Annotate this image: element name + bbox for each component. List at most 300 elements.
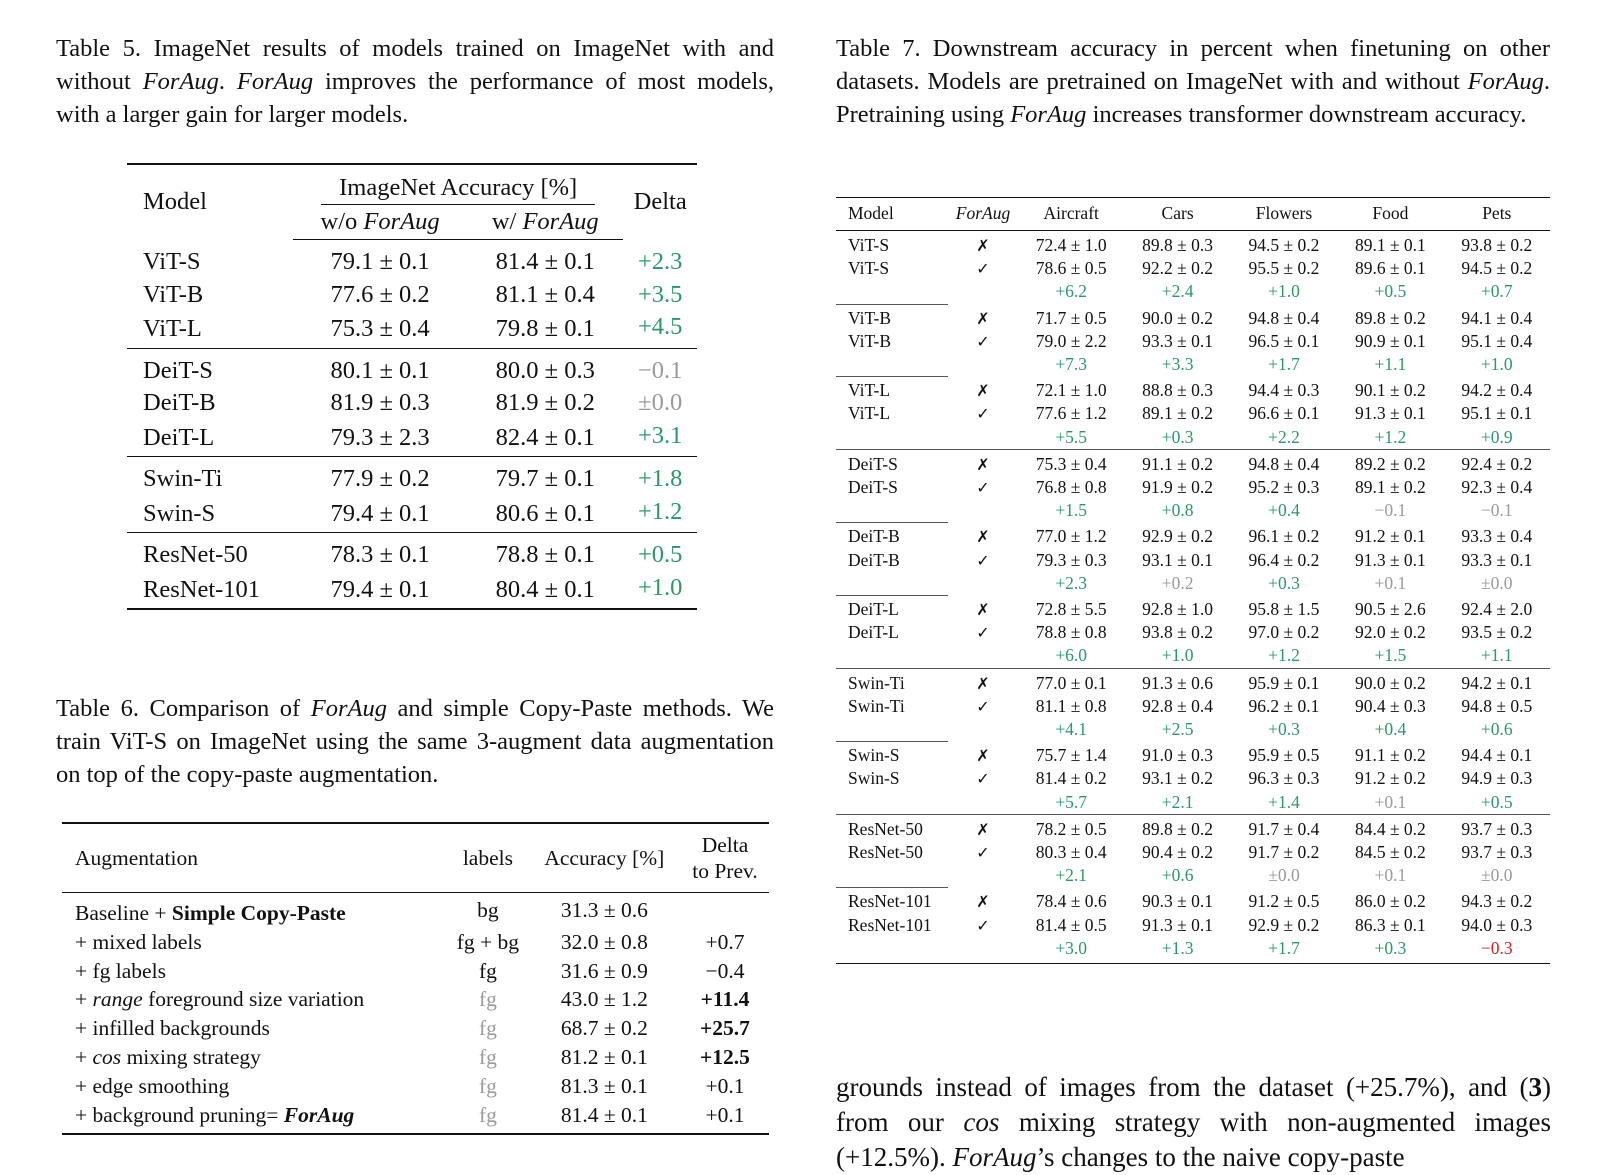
text-segment: 3 <box>1528 1072 1542 1102</box>
table-row <box>127 457 697 496</box>
model-name: ResNet-50 <box>836 814 948 841</box>
check-mark-icon: ✓ <box>976 915 990 935</box>
delta-value: +0.9 <box>1480 426 1513 447</box>
accuracy-value: 92.2 ± 0.2 <box>1142 258 1214 279</box>
accuracy-value: 93.3 ± 0.4 <box>1461 526 1533 547</box>
accuracy-with-foraug: 81.1 ± 0.4 <box>495 280 595 308</box>
accuracy-value: 92.4 ± 2.0 <box>1461 599 1533 620</box>
accuracy-value: 90.5 ± 2.6 <box>1354 599 1426 620</box>
delta-value: +0.8 <box>1161 500 1194 521</box>
column-header-pets: Pets <box>1444 198 1550 231</box>
header-row <box>127 164 697 205</box>
model-name: DeiT-L <box>127 420 293 457</box>
labels-value: fg <box>478 958 497 983</box>
text-segment: + background pruning= <box>75 1102 284 1127</box>
empty-cell <box>948 353 1018 376</box>
accuracy-value: 94.4 ± 0.3 <box>1248 380 1320 401</box>
table-row <box>62 1014 769 1043</box>
check-mark-icon: ✓ <box>976 404 990 424</box>
augmentation-name <box>62 1101 448 1135</box>
cross-mark-icon: ✗ <box>976 600 990 620</box>
augmentation-name <box>62 985 448 1014</box>
model-name <box>836 572 948 595</box>
check-mark-icon: ✓ <box>976 769 990 789</box>
delta-value: +1.1 <box>1374 354 1407 375</box>
model-name: ViT-B <box>143 280 204 308</box>
accuracy-value: 88.8 ± 0.3 <box>1142 380 1214 401</box>
accuracy-value: 94.0 ± 0.3 <box>1461 914 1533 935</box>
delta-value: +5.5 <box>1055 426 1088 447</box>
column-header-food: Food <box>1337 198 1443 231</box>
accuracy-value: 81.1 ± 0.8 <box>1035 695 1107 716</box>
table-row <box>836 231 1550 258</box>
table-row <box>836 741 1550 767</box>
delta-value: ±0.0 <box>1481 865 1513 886</box>
accuracy-value: 91.9 ± 0.2 <box>1142 477 1214 498</box>
text-segment: ForAug <box>363 207 440 235</box>
delta-value: +0.4 <box>1374 719 1407 740</box>
column-header-aircraft: Aircraft <box>1018 198 1124 231</box>
table-row <box>836 814 1550 841</box>
accuracy-value: 97.0 ± 0.2 <box>1248 622 1320 643</box>
delta-value: +1.3 <box>1161 937 1194 958</box>
table5-caption <box>56 32 774 131</box>
delta-value: +1.1 <box>1480 645 1513 666</box>
table-row <box>836 767 1550 790</box>
check-mark-icon: ✓ <box>976 843 990 863</box>
accuracy-value: 92.9 ± 0.2 <box>1248 914 1320 935</box>
model-name: Swin-Ti <box>143 465 223 492</box>
text-segment: w/o <box>320 207 364 235</box>
text-segment: ForAug <box>952 1142 1037 1172</box>
accuracy-value: 96.2 ± 0.1 <box>1248 695 1320 716</box>
delta-value: +1.0 <box>1480 354 1513 375</box>
delta-value: +3.5 <box>637 280 683 308</box>
accuracy-with-foraug: 79.8 ± 0.1 <box>467 311 623 348</box>
accuracy-value: 77.6 ± 1.2 <box>1035 403 1107 424</box>
table-row <box>836 280 1550 303</box>
accuracy-value: 77.0 ± 0.1 <box>1018 668 1124 695</box>
accuracy-value: 93.3 ± 0.1 <box>1142 330 1214 351</box>
text-segment: grounds instead of images from the dataset (+25.7%), and ( <box>836 1072 1529 1102</box>
model-name: ViT-L <box>836 376 948 402</box>
model-name: Swin-S <box>836 741 948 767</box>
delta-value: ±0.0 <box>1481 572 1513 593</box>
delta-value: +0.6 <box>1161 865 1194 886</box>
model-name: ViT-S <box>848 235 890 255</box>
accuracy-value: 76.8 ± 0.8 <box>1035 477 1107 498</box>
delta-header-line2: to Prev. <box>692 859 758 883</box>
accuracy-value: 89.2 ± 0.2 <box>1337 449 1443 476</box>
text-segment: + infilled backgrounds <box>75 1016 270 1041</box>
accuracy-value: 94.2 ± 0.4 <box>1461 380 1533 401</box>
delta-value: +2.1 <box>1055 865 1088 886</box>
empty-cell <box>948 572 1018 595</box>
column-header-accuracy: Accuracy [%] <box>528 823 681 893</box>
column-header-without-foraug <box>293 205 467 240</box>
delta-value: +1.4 <box>1268 791 1300 812</box>
text-segment: and simple Copy-Paste methods. We train ViT-S on ImageNet using the same 3-augment data augmentation on top of the copy-paste augmentation. <box>56 695 774 788</box>
accuracy-value: 92.3 ± 0.4 <box>1461 477 1533 498</box>
delta-value: +4.1 <box>1055 719 1088 740</box>
accuracy-value: 77.0 ± 1.2 <box>1035 526 1107 547</box>
cross-mark-icon: ✗ <box>976 892 990 912</box>
accuracy-value: 86.0 ± 0.2 <box>1354 891 1426 912</box>
accuracy-value: 72.1 ± 1.0 <box>1035 380 1107 401</box>
accuracy-value: 90.4 ± 0.3 <box>1354 695 1426 716</box>
accuracy-value: 81.3 ± 0.1 <box>560 1073 648 1098</box>
accuracy-value: 89.8 ± 0.3 <box>1142 235 1214 255</box>
text-segment: ForAug <box>1010 101 1087 128</box>
accuracy-value: 94.3 ± 0.2 <box>1461 891 1533 912</box>
accuracy-value: 92.8 ± 1.0 <box>1142 599 1214 620</box>
text-segment: increases transformer downstream accuracy. <box>1086 101 1527 128</box>
delta-value: +0.6 <box>1480 719 1513 740</box>
model-name <box>836 644 948 668</box>
accuracy-value: 78.6 ± 0.5 <box>1035 258 1107 279</box>
column-header-augmentation: Augmentation <box>62 823 448 893</box>
accuracy-value: 91.7 ± 0.4 <box>1231 814 1337 841</box>
table-row <box>836 644 1550 668</box>
model-name: Swin-S <box>848 768 900 789</box>
cross-mark-icon: ✗ <box>976 746 990 766</box>
accuracy-value: 91.7 ± 0.2 <box>1248 842 1320 863</box>
column-header-imagenet-accuracy: ImageNet Accuracy [%] <box>293 164 623 205</box>
check-mark-icon: ✓ <box>976 331 990 351</box>
delta-value: +12.5 <box>700 1044 750 1069</box>
labels-value: fg <box>478 1073 497 1098</box>
delta-value: +0.1 <box>1374 572 1407 593</box>
column-header-cars: Cars <box>1124 198 1230 231</box>
delta-value: +0.3 <box>1374 937 1407 958</box>
delta-value: +2.3 <box>1055 572 1088 593</box>
table7-caption <box>836 32 1550 131</box>
model-name <box>836 937 948 964</box>
augmentation-name <box>62 1043 448 1072</box>
labels-value: fg <box>478 1102 497 1127</box>
table-row <box>836 695 1550 718</box>
column-header-model: Model <box>836 198 948 231</box>
accuracy-without-foraug: 79.1 ± 0.1 <box>330 248 430 275</box>
accuracy-without-foraug: 75.3 ± 0.4 <box>293 311 467 348</box>
delta-value: −0.3 <box>1480 937 1513 958</box>
accuracy-with-foraug: 79.7 ± 0.1 <box>495 465 595 492</box>
accuracy-value: 90.0 ± 0.2 <box>1142 307 1214 328</box>
column-header-labels: labels <box>448 823 528 893</box>
delta-value: +0.5 <box>1480 791 1513 812</box>
cross-mark-icon: ✗ <box>948 814 1018 841</box>
table-row <box>836 549 1550 572</box>
empty-cell <box>948 937 1018 964</box>
text-segment: w/ <box>491 207 523 235</box>
check-mark-icon: ✓ <box>976 259 990 279</box>
accuracy-value: 81.2 ± 0.1 <box>560 1044 648 1069</box>
accuracy-value: 91.3 ± 0.1 <box>1354 403 1426 424</box>
delta-value: +1.0 <box>1161 645 1194 666</box>
delta-value: −0.1 <box>1374 500 1407 521</box>
table-row <box>62 1101 769 1135</box>
accuracy-value: 89.1 ± 0.2 <box>1354 477 1426 498</box>
accuracy-value: 91.0 ± 0.3 <box>1142 745 1214 766</box>
delta-value: +2.1 <box>1161 791 1194 812</box>
model-name: ViT-L <box>848 403 891 424</box>
accuracy-value: 78.4 ± 0.6 <box>1035 891 1107 912</box>
accuracy-value: 31.3 ± 0.6 <box>560 898 648 922</box>
delta-value: +0.1 <box>1374 791 1407 812</box>
text-segment: Baseline + <box>75 901 172 925</box>
model-name: ResNet-101 <box>836 887 948 913</box>
model-name: ViT-L <box>127 311 293 348</box>
text-segment: ) from our <box>836 1072 1551 1137</box>
accuracy-value: 89.6 ± 0.1 <box>1354 258 1426 279</box>
accuracy-value: 72.4 ± 1.0 <box>1035 235 1107 255</box>
text-segment: improves the performance of most models, with a larger gain for larger models. <box>56 68 774 128</box>
accuracy-value: 95.9 ± 0.5 <box>1248 745 1320 766</box>
accuracy-with-foraug: 80.0 ± 0.3 <box>495 356 595 384</box>
accuracy-value: 91.2 ± 0.2 <box>1354 768 1426 789</box>
table-row <box>836 914 1550 937</box>
text-segment: ForAug <box>1467 68 1544 95</box>
delta-value: +2.5 <box>1161 719 1194 740</box>
text-segment: + edge smoothing <box>75 1073 230 1098</box>
accuracy-value: 93.7 ± 0.3 <box>1461 842 1533 863</box>
text-segment: Simple Copy-Paste <box>171 901 346 925</box>
text-segment: mixing strategy with non-augmented images (+12.5%). <box>836 1107 1551 1172</box>
accuracy-value: 90.4 ± 0.2 <box>1142 842 1214 863</box>
labels-value: fg <box>478 1044 497 1069</box>
accuracy-value: 84.4 ± 0.2 <box>1337 814 1443 841</box>
accuracy-with-foraug: 80.4 ± 0.1 <box>495 575 595 603</box>
header-row <box>62 823 769 893</box>
cross-mark-icon: ✗ <box>948 668 1018 695</box>
accuracy-without-foraug: 79.3 ± 2.3 <box>293 420 467 457</box>
accuracy-without-foraug: 77.9 ± 0.2 <box>330 465 430 492</box>
accuracy-value: 91.1 ± 0.2 <box>1124 449 1230 476</box>
model-name: ResNet-50 <box>848 842 923 863</box>
model-name <box>836 353 948 376</box>
delta-value: +7.3 <box>1055 354 1088 375</box>
model-name <box>836 864 948 887</box>
table-row <box>836 572 1550 595</box>
delta-value <box>681 893 769 928</box>
accuracy-value: 93.1 ± 0.1 <box>1142 549 1214 570</box>
empty-cell <box>948 864 1018 887</box>
augmentation-name <box>62 928 448 957</box>
accuracy-value: 94.8 ± 0.4 <box>1248 307 1320 328</box>
accuracy-value: 96.1 ± 0.2 <box>1248 526 1320 547</box>
delta-value: +0.1 <box>1374 865 1407 886</box>
accuracy-value: 89.1 ± 0.2 <box>1142 403 1214 424</box>
accuracy-value: 80.3 ± 0.4 <box>1035 842 1107 863</box>
accuracy-value: 93.5 ± 0.2 <box>1461 622 1533 643</box>
table-row <box>836 621 1550 644</box>
model-name: ResNet-101 <box>143 575 261 603</box>
table-row <box>836 937 1550 964</box>
model-name <box>836 791 948 815</box>
check-mark-icon: ✓ <box>976 623 990 643</box>
table-row <box>127 387 697 420</box>
table-row <box>836 330 1550 353</box>
table-row <box>836 257 1550 280</box>
accuracy-value: 89.8 ± 0.2 <box>1124 814 1230 841</box>
delta-value: +1.0 <box>637 573 683 601</box>
accuracy-with-foraug: 78.8 ± 0.1 <box>495 541 595 568</box>
text-segment: Table 5. ImageNet results of models trained on ImageNet with and without <box>56 35 774 95</box>
accuracy-without-foraug: 78.3 ± 0.1 <box>330 541 430 568</box>
table-row <box>836 402 1550 425</box>
delta-value: −0.4 <box>705 958 745 983</box>
accuracy-value: 79.0 ± 2.2 <box>1035 330 1107 351</box>
table-row <box>836 304 1550 330</box>
accuracy-value: 91.3 ± 0.6 <box>1124 668 1230 695</box>
accuracy-value: 95.5 ± 0.2 <box>1248 258 1320 279</box>
text-segment: Table 6. Comparison of <box>56 695 311 722</box>
table-row <box>127 311 697 348</box>
accuracy-value: 43.0 ± 1.2 <box>560 987 648 1012</box>
accuracy-with-foraug: 81.9 ± 0.2 <box>495 389 595 416</box>
labels-value: fg <box>478 1016 497 1041</box>
text-segment: cos <box>92 1044 122 1069</box>
column-header-foraug: ForAug <box>948 198 1018 231</box>
accuracy-value: 81.4 ± 0.5 <box>1035 914 1107 935</box>
text-segment: ForAug <box>142 68 219 95</box>
accuracy-value: 95.9 ± 0.1 <box>1231 668 1337 695</box>
accuracy-value: 89.8 ± 0.2 <box>1354 307 1426 328</box>
accuracy-value: 94.5 ± 0.2 <box>1248 235 1320 255</box>
model-name: DeiT-S <box>848 477 898 498</box>
accuracy-value: 75.3 ± 0.4 <box>1018 449 1124 476</box>
delta-value: +3.0 <box>1055 937 1088 958</box>
labels-value: bg <box>477 898 499 922</box>
header-row <box>836 198 1550 231</box>
accuracy-with-foraug: 81.4 ± 0.1 <box>495 248 595 275</box>
model-name: DeiT-B <box>848 549 900 570</box>
model-name <box>836 280 948 303</box>
accuracy-value: 94.9 ± 0.3 <box>1461 768 1533 789</box>
delta-value: +1.0 <box>1268 281 1300 302</box>
accuracy-value: 95.8 ± 1.5 <box>1248 599 1320 620</box>
delta-value: +5.7 <box>1055 791 1088 812</box>
accuracy-without-foraug: 81.9 ± 0.3 <box>330 389 430 416</box>
table-row <box>836 864 1550 887</box>
model-name: DeiT-S <box>143 356 213 384</box>
table-row <box>127 533 697 572</box>
model-name: DeiT-B <box>836 522 948 548</box>
model-name: ResNet-101 <box>848 914 932 935</box>
accuracy-value: 92.0 ± 0.2 <box>1354 622 1426 643</box>
model-name: DeiT-L <box>848 622 899 643</box>
labels-value: fg <box>478 987 497 1012</box>
model-name: DeiT-L <box>836 595 948 621</box>
column-header-flowers: Flowers <box>1231 198 1337 231</box>
delta-header-line1: Delta <box>701 833 749 857</box>
check-mark-icon: ✓ <box>976 696 990 716</box>
delta-value: +4.5 <box>623 311 697 348</box>
accuracy-value: 92.9 ± 0.2 <box>1142 526 1214 547</box>
column-header-model: Model <box>143 188 207 215</box>
delta-value: +1.2 <box>1268 645 1300 666</box>
accuracy-with-foraug: 82.4 ± 0.1 <box>467 420 623 457</box>
text-segment: ForAug <box>283 1102 355 1127</box>
delta-value: +1.2 <box>623 496 697 533</box>
accuracy-value: 71.7 ± 0.5 <box>1035 307 1107 328</box>
text-segment: ForAug <box>236 68 314 95</box>
table-row <box>836 522 1550 548</box>
table-row <box>836 668 1550 695</box>
cross-mark-icon: ✗ <box>948 449 1018 476</box>
accuracy-value: 93.8 ± 0.2 <box>1142 622 1214 643</box>
accuracy-value: 31.6 ± 0.9 <box>560 958 648 983</box>
accuracy-value: 93.1 ± 0.2 <box>1142 768 1214 789</box>
accuracy-value: 90.9 ± 0.1 <box>1354 330 1426 351</box>
accuracy-value: 91.3 ± 0.1 <box>1142 914 1214 935</box>
cross-mark-icon: ✗ <box>976 381 990 401</box>
accuracy-value: 94.2 ± 0.1 <box>1444 668 1550 695</box>
accuracy-value: 92.8 ± 0.4 <box>1142 695 1214 716</box>
text-segment: . Pretraining using <box>836 68 1550 128</box>
accuracy-value: 94.1 ± 0.4 <box>1461 307 1533 328</box>
delta-value: +2.4 <box>1161 281 1194 302</box>
delta-value: +1.7 <box>1268 354 1300 375</box>
table-row <box>127 572 697 610</box>
accuracy-value: 94.5 ± 0.2 <box>1461 258 1533 279</box>
empty-cell <box>948 791 1018 815</box>
table-row <box>836 449 1550 476</box>
accuracy-value: 93.7 ± 0.3 <box>1444 814 1550 841</box>
text-segment: . <box>218 68 237 95</box>
delta-value: ±0.0 <box>638 389 683 416</box>
accuracy-value: 93.8 ± 0.2 <box>1461 235 1533 255</box>
model-name <box>836 499 948 522</box>
cross-mark-icon: ✗ <box>976 527 990 547</box>
delta-value: +0.5 <box>1374 281 1407 302</box>
empty-cell <box>948 718 1018 741</box>
table-row <box>62 1072 769 1101</box>
table-row <box>62 928 769 957</box>
table-row <box>127 240 697 279</box>
delta-value: +2.3 <box>637 247 683 275</box>
delta-value: +1.7 <box>1268 937 1300 958</box>
accuracy-value: 78.2 ± 0.5 <box>1018 814 1124 841</box>
accuracy-value: 92.4 ± 0.2 <box>1444 449 1550 476</box>
delta-value: +0.1 <box>705 1073 745 1098</box>
accuracy-value: 81.4 ± 0.1 <box>560 1102 648 1127</box>
delta-value: +0.5 <box>637 541 683 568</box>
table-row <box>127 348 697 387</box>
table-row <box>836 353 1550 376</box>
cross-mark-icon: ✗ <box>976 308 990 328</box>
column-header-delta <box>681 823 769 893</box>
delta-value: +6.0 <box>1055 645 1088 666</box>
table-row <box>836 476 1550 499</box>
text-segment: cos <box>963 1107 1000 1137</box>
text-segment: + <box>75 987 93 1012</box>
table-row <box>127 496 697 533</box>
table-row <box>836 887 1550 913</box>
accuracy-without-foraug: 79.4 ± 0.1 <box>293 496 467 533</box>
accuracy-value: 81.4 ± 0.2 <box>1035 768 1107 789</box>
delta-value: −0.1 <box>637 356 683 384</box>
delta-value: +3.1 <box>623 420 697 457</box>
empty-cell <box>948 644 1018 668</box>
model-name <box>836 426 948 450</box>
accuracy-value: 91.3 ± 0.1 <box>1354 549 1426 570</box>
accuracy-value: 96.5 ± 0.1 <box>1248 330 1320 351</box>
delta-value: +2.2 <box>1268 426 1300 447</box>
table-row <box>62 985 769 1014</box>
augmentation-name <box>62 957 448 986</box>
text-segment: + <box>75 1044 93 1069</box>
